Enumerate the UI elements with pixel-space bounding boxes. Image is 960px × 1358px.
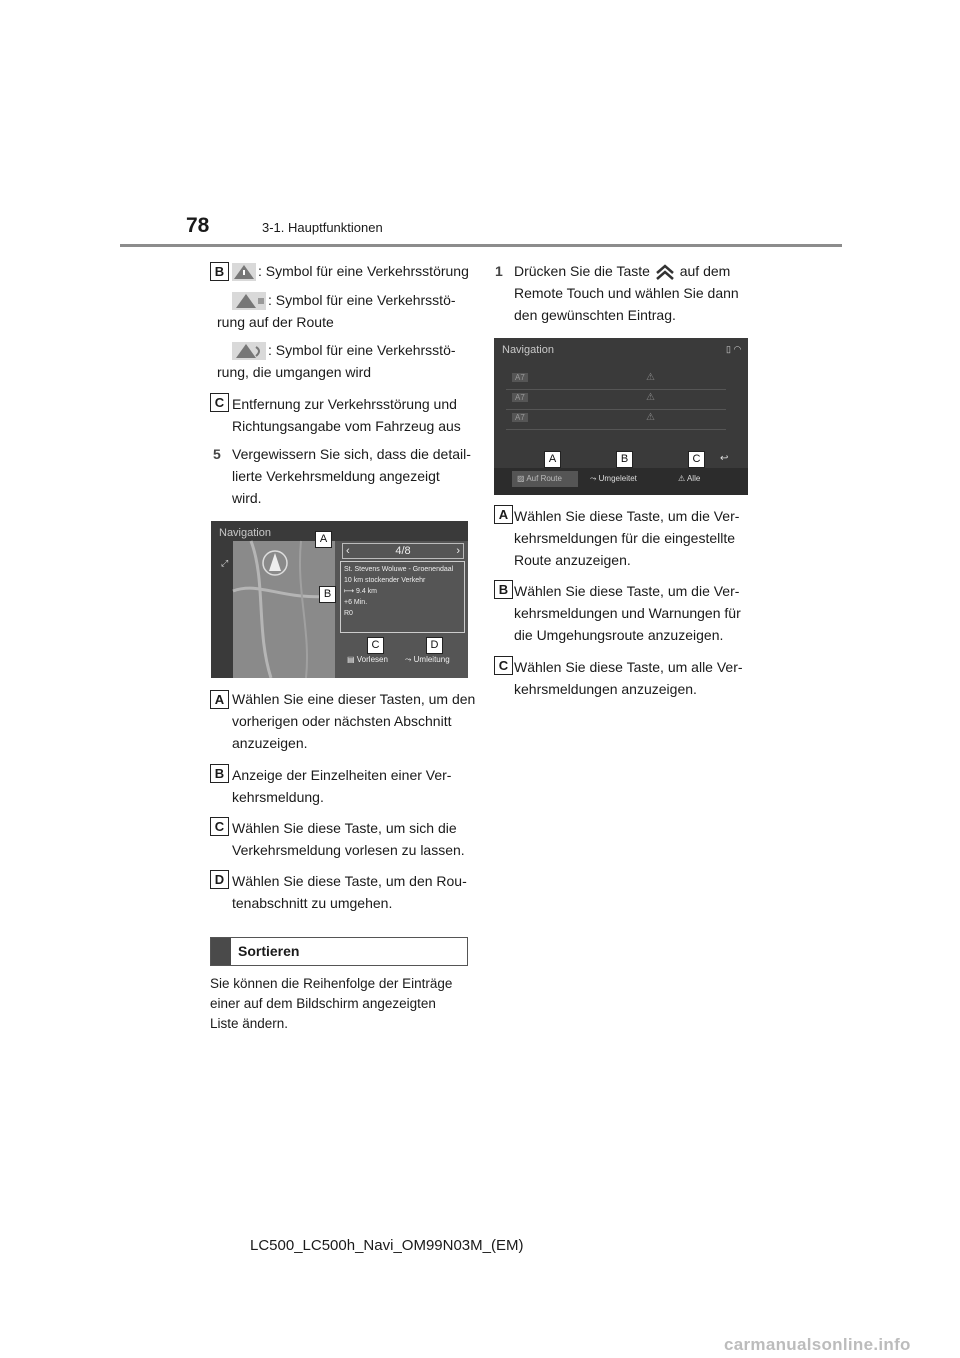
b-sub1: : Symbol für eine Verkehrsstö-: [232, 289, 456, 311]
step5-line3: wird.: [232, 490, 262, 506]
screen-title: Navigation: [502, 344, 554, 356]
traffic-detour-icon: [232, 342, 266, 360]
sort-line2: einer auf dem Bildschirm angezeigten: [210, 996, 436, 1011]
c2-line2: Verkehrsmeldung vorlesen zu lassen.: [232, 842, 465, 858]
traffic-warning-icon: ⚠: [646, 412, 655, 423]
screen-title: Navigation: [219, 527, 271, 539]
c-line2: Richtungsangabe vom Fahrzeug aus: [232, 418, 461, 434]
step1-line3: den gewünschten Eintrag.: [514, 307, 676, 323]
detail-distance: ⟼ 9.4 km: [344, 588, 378, 595]
detail-title: St. Stevens Woluwe - Groenendaal: [344, 566, 454, 573]
traffic-detail-screenshot: [211, 521, 468, 678]
distance-arrow-icon: ⟼: [344, 588, 355, 595]
a-line3: anzuzeigen.: [232, 735, 308, 751]
screen-label-a: A: [315, 531, 332, 548]
badge-b2: B: [210, 764, 229, 783]
document-id: LC500_LC500h_Navi_OM99N03M_(EM): [250, 1237, 524, 1254]
screen-label-b: B: [616, 451, 633, 468]
ra-line2: kehrsmeldungen für die eingestellte: [514, 530, 736, 546]
sort-line1: Sie können die Reihenfolge der Einträge: [210, 976, 453, 991]
d-line1: Wählen Sie diese Taste, um den Rou-: [232, 873, 467, 889]
traffic-list: [506, 370, 726, 430]
traffic-warning-icon: ⚠: [646, 392, 655, 403]
sort-line3: Liste ändern.: [210, 1016, 289, 1031]
rb-line3: die Umgehungsroute anzuzeigen.: [514, 627, 724, 643]
rb-line1: Wählen Sie diese Taste, um die Ver-: [514, 583, 740, 599]
list-item[interactable]: A7 ⚠: [506, 390, 726, 410]
badge-b-right: B: [494, 580, 513, 599]
d-line2: tenabschnitt zu umgehen.: [232, 895, 393, 911]
prev-section-icon[interactable]: ‹: [346, 545, 350, 557]
list-item[interactable]: A7 ⚠: [506, 370, 726, 390]
rc-line1: Wählen Sie diese Taste, um alle Ver-: [514, 659, 743, 675]
screen-label-a: A: [544, 451, 561, 468]
header-rule: [120, 244, 842, 247]
page-number: 78: [186, 214, 210, 237]
a-line1: Wählen Sie eine dieser Tasten, um den: [232, 691, 476, 707]
detail-road: R0: [344, 610, 353, 617]
rc-line2: kehrsmeldungen anzuzeigen.: [514, 681, 697, 697]
badge-b: B: [210, 262, 229, 281]
b-sub1-cont: rung auf der Route: [217, 314, 334, 330]
callout-b-traffic-symbols: [210, 262, 229, 281]
traffic-detail-panel[interactable]: [340, 561, 465, 633]
badge-a: A: [210, 690, 229, 709]
traffic-list-screenshot: [494, 338, 748, 495]
step5-line1: Vergewissern Sie sich, dass die detail-: [232, 446, 471, 462]
sortieren-heading-box: [210, 937, 468, 966]
b2-line2: kehrsmeldung.: [232, 789, 324, 805]
tab-umgeleitet[interactable]: ⤳ Umgeleitet: [590, 474, 637, 483]
back-icon[interactable]: ↩: [720, 453, 729, 464]
status-icons: ▯ ◠: [726, 344, 742, 354]
step-1-number: 1: [495, 263, 503, 279]
pager-text: 4/8: [395, 545, 411, 557]
traffic-warning-icon: [232, 263, 256, 281]
badge-c-right: C: [494, 656, 513, 675]
b-sub2: : Symbol für eine Verkehrsstö-: [232, 339, 456, 361]
tab-auf-route[interactable]: ▨ Auf Route: [512, 471, 578, 487]
step1-line2: Remote Touch und wählen Sie dann: [514, 285, 739, 301]
step5-line2: lierte Verkehrsmeldung angezeigt: [232, 468, 440, 484]
next-section-icon[interactable]: ›: [456, 545, 460, 557]
read-aloud-button[interactable]: ▤ Vorlesen: [347, 655, 388, 664]
a-line2: vorherigen oder nächsten Abschnitt: [232, 713, 452, 729]
badge-a-right: A: [494, 505, 513, 524]
traffic-info-button-icon: [654, 263, 676, 281]
screen-label-b: B: [319, 586, 336, 603]
step-5-number: 5: [213, 446, 221, 462]
rb-line2: kehrsmeldungen und Warnungen für: [514, 605, 741, 621]
screen-label-c: C: [367, 637, 384, 654]
c2-line1: Wählen Sie diese Taste, um sich die: [232, 820, 457, 836]
pager: [342, 543, 464, 559]
step1-line1: Drücken Sie die Taste auf dem: [514, 260, 730, 282]
ra-line3: Route anzuzeigen.: [514, 552, 631, 568]
sortieren-title: Sortieren: [238, 943, 300, 959]
traffic-warning-icon: ⚠: [646, 372, 655, 383]
b-sub2-cont: rung, die umgangen wird: [217, 364, 372, 380]
screen-label-c: C: [688, 451, 705, 468]
badge-c: C: [210, 393, 229, 412]
detail-delay: +6 Min.: [344, 599, 368, 606]
svg-text:⤢: ⤢: [221, 558, 229, 568]
badge-c2: C: [210, 817, 229, 836]
detour-button[interactable]: ⤳ Umleitung: [405, 655, 450, 664]
watermark: carmanualsonline.info: [724, 1335, 911, 1354]
screen-label-d: D: [426, 637, 443, 654]
b-symbol-line: : Symbol für eine Verkehrsstörung: [232, 260, 469, 282]
b2-line1: Anzeige der Einzelheiten einer Ver-: [232, 767, 452, 783]
tab-alle[interactable]: ⚠ Alle: [678, 474, 701, 483]
list-item[interactable]: A7 ⚠: [506, 410, 726, 430]
section-title: 3-1. Hauptfunktionen: [262, 220, 383, 235]
detail-sub: 10 km stockender Verkehr: [344, 577, 426, 584]
traffic-on-route-icon: [232, 292, 266, 310]
badge-d: D: [210, 870, 229, 889]
c-line1: Entfernung zur Verkehrsstörung und: [232, 396, 457, 412]
ra-line1: Wählen Sie diese Taste, um die Ver-: [514, 508, 740, 524]
